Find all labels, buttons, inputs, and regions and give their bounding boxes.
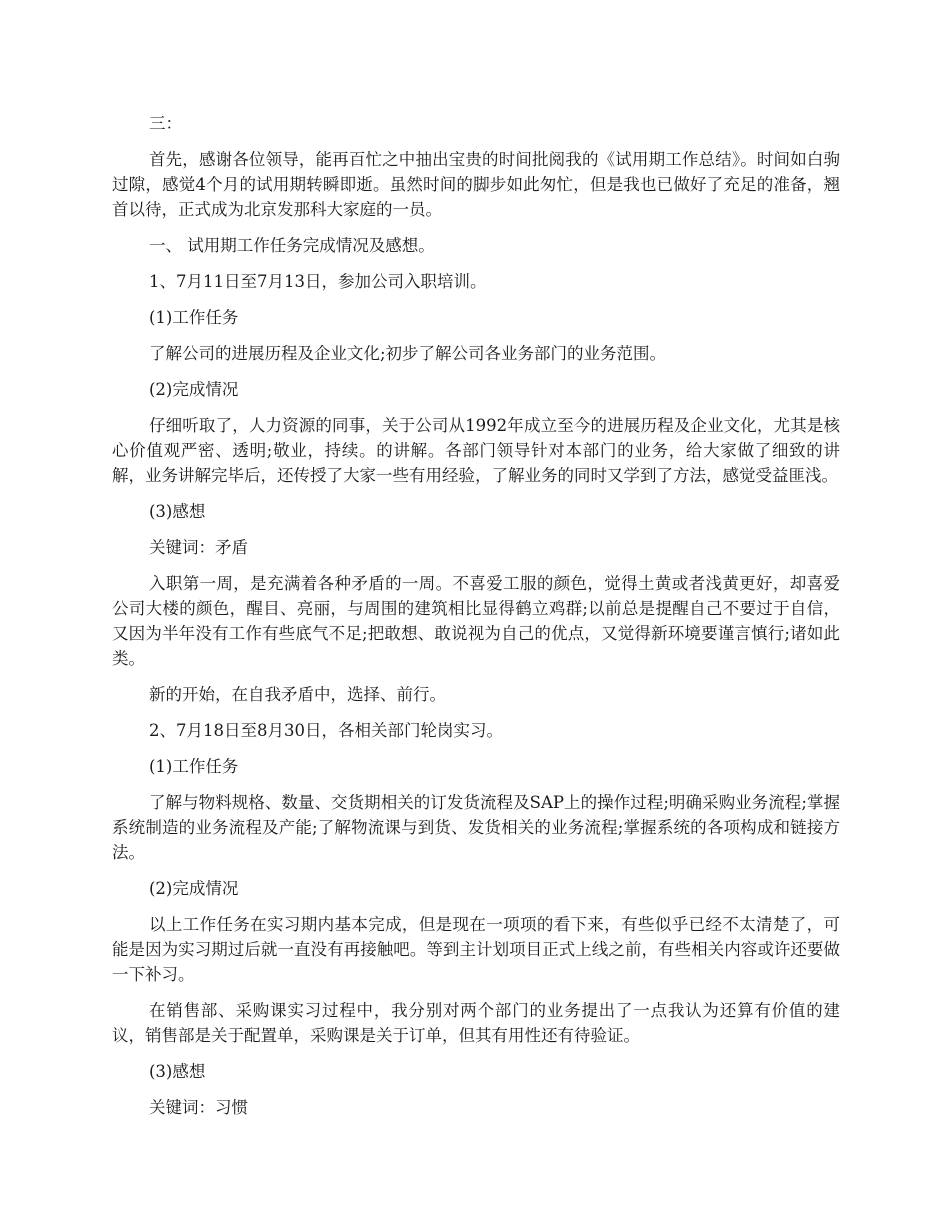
- keyword-line-2: 关键词：习惯: [149, 1098, 248, 1117]
- paragraph-new-beginning: 新的开始，在自我矛盾中，选择、前行。: [149, 685, 446, 704]
- paragraph-suggestions: 在销售部、采购课实习过程中，我分别对两个部门的业务提出了一点我认为还算有价值的建议，销售部是关于配置单，采购课是关于订单，但其有用性还有待验证。: [112, 1001, 840, 1045]
- section-heading-probation-tasks: 一、 试用期工作任务完成情况及感想。: [149, 236, 435, 255]
- keyword-line-1: 关键词：矛盾: [149, 538, 248, 557]
- subheading-completion-2: (2)完成情况: [149, 879, 239, 898]
- section-heading-three: 三：: [149, 114, 182, 133]
- subheading-reflection-1: (3)感想: [149, 502, 206, 521]
- paragraph-reflection-1: 入职第一周，是充满着各种矛盾的一周。不喜爱工服的颜色，觉得土黄或者浅黄更好，却喜爱公司大楼的颜色，醒目、亮丽，与周围的建筑相比显得鹤立鸡群;以前总是提醒自己不要过于自信，又因为半年没有工作有些底气不足;把敢想、敢说视为自己的优点，又觉得新环境要谨言慎行;诸如此类。: [112, 574, 840, 668]
- paragraph-work-task-2: 了解与物料规格、数量、交货期相关的订发货流程及SAP上的操作过程;明确采购业务流程;掌握系统制造的业务流程及产能;了解物流课与到货、发货相关的业务流程;掌握系统的各项构成和链接方法。: [112, 793, 840, 862]
- item-heading-rotation-internship: 2、7月18日至8月30日，各相关部门轮岗实习。: [149, 721, 503, 740]
- item-heading-onboarding-training: 1、7月11日至7月13日，参加公司入职培训。: [149, 272, 487, 291]
- subheading-completion-1: (2)完成情况: [149, 380, 239, 399]
- paragraph-completion-1: 仔细听取了，人力资源的同事，关于公司从1992年成立至今的进展历程及企业文化，尤其是核心价值观严密、透明;敬业，持续。的讲解。各部门领导针对本部门的业务，给大家做了细致的讲解，业务讲解完毕后，还传授了大家一些有用经验，了解业务的同时又学到了方法，感觉受益匪浅。: [112, 416, 840, 485]
- paragraph-completion-2: 以上工作任务在实习期内基本完成，但是现在一项项的看下来，有些似乎已经不太清楚了，可能是因为实习期过后就一直没有再接触吧。等到主计划项目正式上线之前，有些相关内容或许还要做一下补习。: [112, 915, 840, 984]
- intro-paragraph: 首先，感谢各位领导，能再百忙之中抽出宝贵的时间批阅我的《试用期工作总结》。时间如白驹过隙，感觉4个月的试用期转瞬即逝。虽然时间的脚步如此匆忙，但是我也已做好了充足的准备，翘首以待，正式成为北京发那科大家庭的一员。: [112, 150, 840, 219]
- paragraph-work-task-1: 了解公司的进展历程及企业文化;初步了解公司各业务部门的业务范围。: [149, 344, 667, 363]
- subheading-work-task-2: (1)工作任务: [149, 757, 239, 776]
- subheading-work-task-1: (1)工作任务: [149, 308, 239, 327]
- subheading-reflection-2: (3)感想: [149, 1062, 206, 1081]
- document-body: [112, 111, 840, 1120]
